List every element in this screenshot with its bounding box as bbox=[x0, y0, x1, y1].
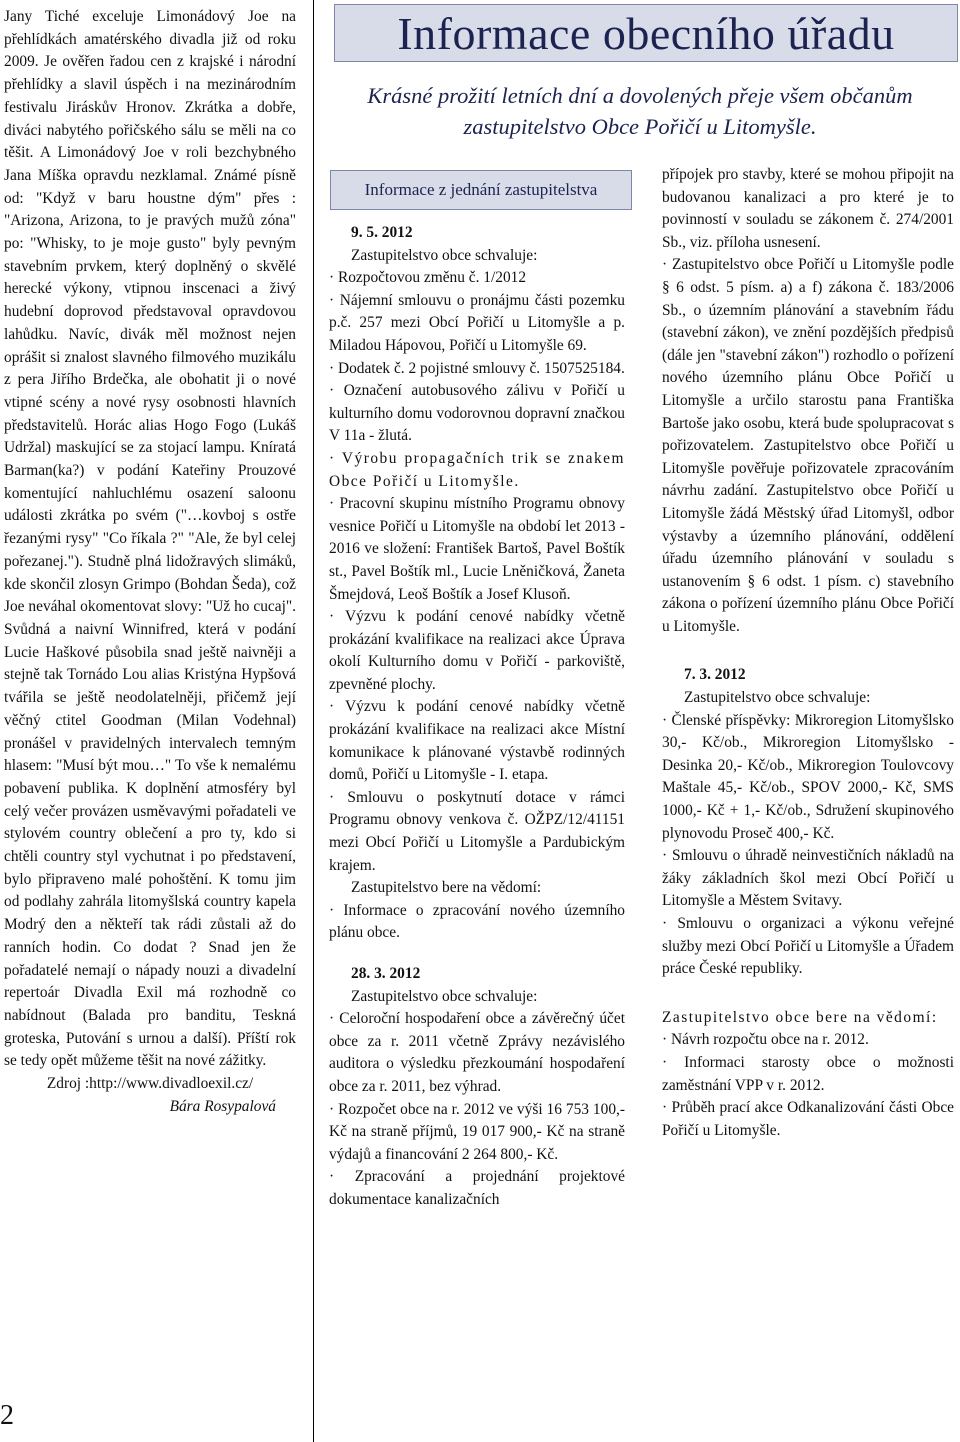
meeting-date: 9. 5. 2012 bbox=[351, 224, 413, 241]
column-divider bbox=[313, 0, 314, 1442]
section-title: Informace z jednání zastupitelstva bbox=[364, 180, 598, 199]
list-item: · Návrh rozpočtu obce na r. 2012. bbox=[662, 1031, 869, 1049]
section-banner bbox=[330, 170, 632, 210]
article-column-left bbox=[4, 6, 296, 1118]
approves-heading: Zastupitelstvo obce schvaluje: bbox=[684, 689, 871, 707]
list-item: · Smlouvu o poskytnutí dotace v rámci Programu obnovy venkova č. OŽPZ/12/41151 mezi Obcí Pořičí u Litomyšle a Pardubickým krajem. bbox=[329, 788, 625, 874]
minutes-column-middle bbox=[329, 222, 625, 1212]
approves-heading: Zastupitelstvo obce schvaluje: bbox=[351, 246, 538, 264]
list-item: · Rozpočtovou změnu č. 1/2012 bbox=[329, 269, 527, 287]
approves-heading: Zastupitelstvo obce schvaluje: bbox=[351, 987, 538, 1005]
list-item: · Zastupitelstvo obce Pořičí u Litomyšle podle § 6 odst. 5 písm. a) a f) zákona č. 183/2006 Sb., o územním plánování a stavebním řádu (stavební zákon), ve znění pozdějších předpisů (dále jen "stavební zákon") rozhodlo o pořízení nového územního plánu Obce Pořičí u Litomyšle a určilo starostu pana Františka Bartoše jako osobu, která bude spolupracovat s pořizovatelem. Zastupitelstvo obce Pořičí u Litomyšle pověřuje pořizovatele zpracováním návrhu zadání. Zastupitelstvo obce Pořičí u Litomyšle žádá Městský úřad Litomyšl, odbor výstavby a územního plánování, oddělení úřadu územního plánování v souladu s ustanovením § 6 odst. 1 písm. c) stavebního zákona o pořízení územního plánu Obce Pořičí u Litomyšle. bbox=[662, 256, 954, 635]
list-item: · Celoroční hospodaření obce a závěrečný účet obce za r. 2011 včetně Zprávy nezávislého auditora o výsledku přezkoumání hospodaření obce za r. 2011, bez výhrad. bbox=[329, 1010, 625, 1095]
notes-heading: Zastupitelstvo obce bere na vědomí: bbox=[662, 1008, 938, 1026]
page-title: Informace obecního úřadu bbox=[397, 7, 895, 59]
spacer bbox=[662, 638, 954, 664]
list-item: · Výrobu propagačních trik se znakem Obce Pořičí u Litomyšle. bbox=[329, 449, 625, 490]
list-item: · Zpracování a projednání projektové dokumentace kanalizačních bbox=[329, 1168, 625, 1208]
list-item: · Výzvu k podání cenové nabídky včetně prokázání kvalifikace na realizaci akce Místní komunikace k plánované výstavbě rodinných domů, Pořičí u Litomyšle - I. etapa. bbox=[329, 698, 625, 784]
list-item: · Nájemní smlouvu o pronájmu části pozemku p.č. 257 mezi Obcí Pořičí u Litomyšle a p. Miladou Hápovou, Pořičí u Litomyšle 69. bbox=[329, 291, 625, 354]
minutes-column-right bbox=[662, 164, 954, 1142]
list-item: · Informace o zpracování nového územního plánu obce. bbox=[329, 901, 625, 942]
list-item: · Rozpočet obce na r. 2012 ve výši 16 753 100,- Kč na straně příjmů, 19 017 900,- Kč na straně výdajů a financování 2 264 800,- Kč. bbox=[329, 1100, 625, 1163]
spacer bbox=[329, 945, 625, 963]
continued-text: přípojek pro stavby, které se mohou připojit na budovanou kanalizaci a pro které je to povinností v souladu se zákonem č. 274/2001 Sb., viz. příloha usnesení. bbox=[662, 166, 954, 251]
header-banner bbox=[334, 4, 958, 62]
article-author: Bára Rosypalová bbox=[169, 1097, 276, 1115]
list-item: · Informaci starosty obce o možnosti zaměstnání VPP v r. 2012. bbox=[662, 1053, 954, 1094]
notes-heading: Zastupitelstvo bere na vědomí: bbox=[351, 879, 542, 897]
list-item: · Pracovní skupinu místního Programu obnovy vesnice Pořičí u Litomyšle na období let 2013 - 2016 ve složení: František Bartoš, Pavel Boštík st., Pavel Boštík ml., Lucie Lněničková, Žaneta Šmejdová, Leoš Boštík a Josef Klusoň. bbox=[329, 495, 625, 603]
list-item: · Smlouvu o úhradě neinvestičních nákladů na žáky základních škol mezi Obcí Pořičí u Litomyšle a Městem Svitavy. bbox=[662, 847, 954, 910]
article-text: Jany Tiché exceluje Limonádový Joe na přehlídkách amatérského divadla již od roku 2009. Je ověřen řadou cen z krajské i národní přehlídky a slavil úspěch i na mezinárodním festivalu Jiráskův Hronov. Zkrátka a dobře, diváci nabytého pořičského sálu se měli na co těšit. A Limonádový Joe v roli bezchybného Jana Míška opravdu nezklamal. Známé písně od: "Když v baru houstne dým" přes : "Arizona, Arizona, to je pravých mužů zóna" po: "Whisky, to je moje gusto" byly pevným stavebním prvkem, který doplněný o skvělé herecké výkony, vtipnou inscenaci a živý hudební doprovod představoval opravdovou lahůdku. Navíc, divák měl možnost nejen oprášit si znalost slavného filmového muzikálu z pera Jiřího Brdečka, ale obohatit ji o nové vtipné scény a nové rysy osobnosti hlavních představitelů. Horác alias Hogo Fogo (Lukáš Udržal) maskující se za stojací lampu. Kníratá Barman(ka?) v podání Kateřiny Prouzové komentující nahluchlému osazení saloonu události zkrátka po svém ("…kovboj s ostře řezanými rysy" "Co říkala ?" "Ale, že byl celej pořezanej."). Studně plná lidožravých slimáků, kde skončil zlosyn Grimpo (Bohdan Šeda), což Joe neváhal okomentovat slovy: "Už ho cucaj". Svůdná a naivní Winnifred, která v podání Lucie Haškové působila snad ještě naivněji a stejně tak Tornádo Lou alias Kristýna Hypšová tvářila se ještě neodolatelněji, přičemž její věčný ctitel Goodman (Milan Vodehnal) pronášel v pravidelných intervalech temným hlasem: "Musí být mou…" To vše k nemalému pobavení publika. K doplnění atmosféry byl celý večer provázen usměvavými pořadateli ve stylovém country oblečení a pro ty, kdo si chtěli country styl vychutnat i po představení, bylo připraveno malé pohoštění. K tomu jim od podlahy zahrála litomyšlská country kapela Modrý den a někteří tak rádi zůstali až do ranních hodin. Co dodat ? Snad jen že pořadatelé nemají o nápady nouzi a divadelní repertoár Divadla Exil má rozhodně co nabídnout (Balada pro banditu, Teskná groteska, Putování s urnou a další). Příští rok se tedy opět můžeme těšit na nové zážitky. bbox=[4, 8, 296, 1070]
list-item: · Označení autobusového zálivu v Pořičí u kulturního domu vodorovnou dopravní značkou V 11a - žlutá. bbox=[329, 382, 625, 445]
list-item: · Smlouvu o organizaci a výkonu veřejné služby mezi Obcí Pořičí u Litomyšle a Úřadem práce České republiky. bbox=[662, 915, 954, 978]
list-item: · Výzvu k podání cenové nabídky včetně prokázání kvalifikace na realizaci akce Úprava okolí Kulturního domu v Pořičí - parkoviště, zpevněné plochy. bbox=[329, 608, 625, 693]
header-greeting: Krásné prožití letních dní a dovolených přeje všem občanům zastupitelstvo Obce Pořičí u Litomyšle. bbox=[367, 83, 913, 139]
article-source: Zdroj :http://www.divadloexil.cz/ bbox=[46, 1075, 254, 1093]
list-item: · Dodatek č. 2 pojistné smlouvy č. 1507525184. bbox=[329, 359, 625, 377]
meeting-date: 28. 3. 2012 bbox=[351, 965, 421, 982]
spacer bbox=[662, 981, 954, 1007]
list-item: · Průběh prací akce Odkanalizování části Obce Pořičí u Litomyšle. bbox=[662, 1099, 954, 1139]
meeting-date: 7. 3. 2012 bbox=[684, 666, 746, 684]
page-number: 2 bbox=[0, 1400, 14, 1431]
list-item: · Členské příspěvky: Mikroregion Litomyšlsko 30,- Kč/ob., Mikroregion Litomyšlsko - Desinka 20,- Kč/ob., Mikroregion Toulovcovy Maštale 45,- Kč/ob., SPOV 2000,- Kč, SMS 1000,- Kč + 1,- Kč/ob., Sdružení skupinového plynovodu Proseč 400,- Kč. bbox=[662, 711, 954, 842]
